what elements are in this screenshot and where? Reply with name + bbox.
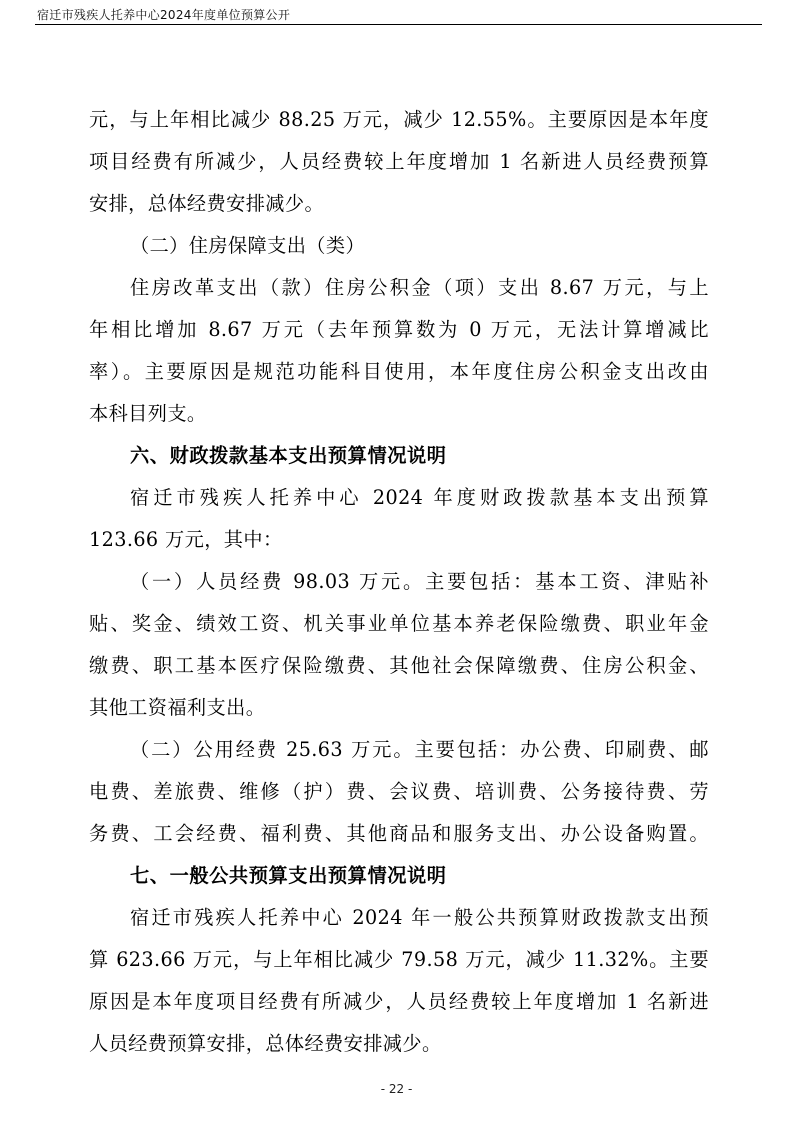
body-line: 贴、奖金、绩效工资、机关事业单位基本养老保险缴费、职业年金 — [89, 612, 709, 635]
body-line: 年相比增加 8.67 万元（去年预算数为 0 万元，无法计算增减比 — [89, 318, 709, 341]
body-line: 其他工资福利支出。 — [89, 696, 266, 719]
body-line: 项目经费有所减少，人员经费较上年度增加 1 名新进人员经费预算 — [89, 150, 709, 173]
body-line: 元，与上年相比减少 88.25 万元，减少 12.55%。主要原因是本年度 — [89, 108, 709, 131]
body-line: 原因是本年度项目经费有所减少，人员经费较上年度增加 1 名新进 — [89, 990, 709, 1013]
section-heading: 七、一般公共预算支出预算情况说明 — [130, 864, 447, 887]
body-line: 缴费、职工基本医疗保险缴费、其他社会保障缴费、住房公积金、 — [89, 654, 709, 677]
body-line: 本科目列支。 — [89, 402, 207, 425]
body-line: 人员经费预算安排，总体经费安排减少。 — [89, 1032, 442, 1055]
section-heading: 六、财政拨款基本支出预算情况说明 — [130, 444, 447, 467]
header-title: 宿迁市残疾人托养中心2024年度单位预算公开 — [37, 8, 291, 22]
body-line: 宿迁市残疾人托养中心 2024 年一般公共预算财政拨款支出预 — [130, 906, 709, 929]
body-line: 率）。主要原因是规范功能科目使用，本年度住房公积金支出改由 — [89, 360, 709, 383]
body-line: （一）人员经费 98.03 万元。主要包括：基本工资、津贴补 — [130, 570, 709, 593]
header-divider — [35, 24, 762, 25]
body-line: 宿迁市残疾人托养中心 2024 年度财政拨款基本支出预算 — [130, 486, 709, 509]
body-line: 123.66 万元，其中： — [89, 528, 283, 551]
body-line: 电费、差旅费、维修（护）费、会议费、培训费、公务接待费、劳 — [89, 780, 709, 803]
page-number: - 22 - — [380, 1082, 413, 1096]
body-line: （二）公用经费 25.63 万元。主要包括：办公费、印刷费、邮 — [130, 738, 709, 761]
body-line: 安排，总体经费安排减少。 — [89, 192, 325, 215]
section-subheading: （二）住房保障支出（类） — [130, 234, 366, 257]
body-line: 算 623.66 万元，与上年相比减少 79.58 万元，减少 11.32%。主要 — [89, 948, 709, 971]
body-line: 住房改革支出（款）住房公积金（项）支出 8.67 万元，与上 — [130, 276, 709, 299]
body-line: 务费、工会经费、福利费、其他商品和服务支出、办公设备购置。 — [89, 822, 709, 845]
